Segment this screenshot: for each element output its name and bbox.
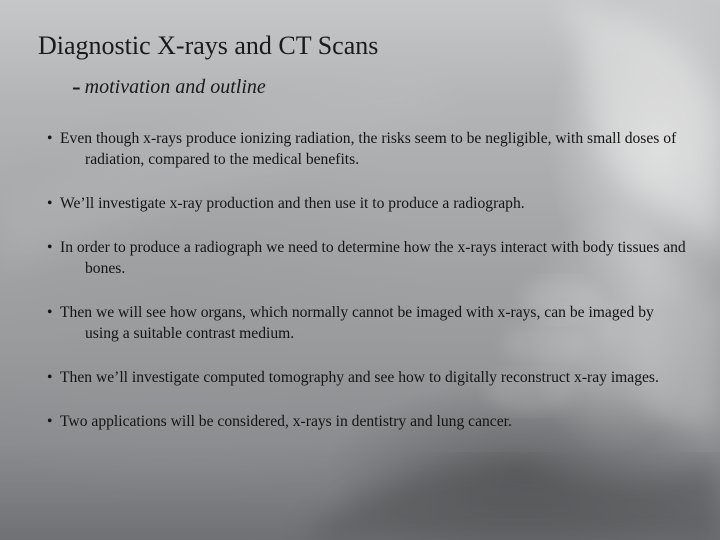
bullet-item <box>47 367 687 388</box>
bullet-marker: • <box>47 195 53 212</box>
bullet-item <box>47 193 687 214</box>
bullet-marker: • <box>47 239 53 256</box>
bullet-text: Even though x-rays produce ionizing radiation, the risks seem to be negligible, with small doses of radiation, compared to the medical benefits. <box>60 130 677 168</box>
bullet-marker: • <box>47 304 53 321</box>
bullet-item <box>47 128 687 170</box>
bullet-text: We’ll investigate x-ray production and then use it to produce a radiograph. <box>60 195 525 212</box>
bullet-text: Two applications will be considered, x-rays in dentistry and lung cancer. <box>60 413 512 430</box>
bullet-text: Then we will see how organs, which normally cannot be imaged with x-rays, can be imaged by using a suitable contrast medium. <box>60 304 654 342</box>
bullet-item <box>47 237 687 279</box>
bullet-list <box>47 128 687 455</box>
bullet-marker: • <box>47 130 53 147</box>
subtitle-text: motivation and outline <box>84 76 266 98</box>
bullet-text: In order to produce a radiograph we need to determine how the x-rays interact with body tissues and bones. <box>60 239 686 277</box>
bullet-marker: • <box>47 413 53 430</box>
bullet-text: Then we’ll investigate computed tomography and see how to digitally reconstruct x-ray images. <box>60 369 659 386</box>
subtitle-dash: - <box>72 72 81 101</box>
slide-subtitle <box>72 70 266 100</box>
bullet-item <box>47 411 687 432</box>
slide-title: Diagnostic X-rays and CT Scans <box>38 31 379 60</box>
bullet-marker: • <box>47 369 53 386</box>
bullet-item <box>47 302 687 344</box>
